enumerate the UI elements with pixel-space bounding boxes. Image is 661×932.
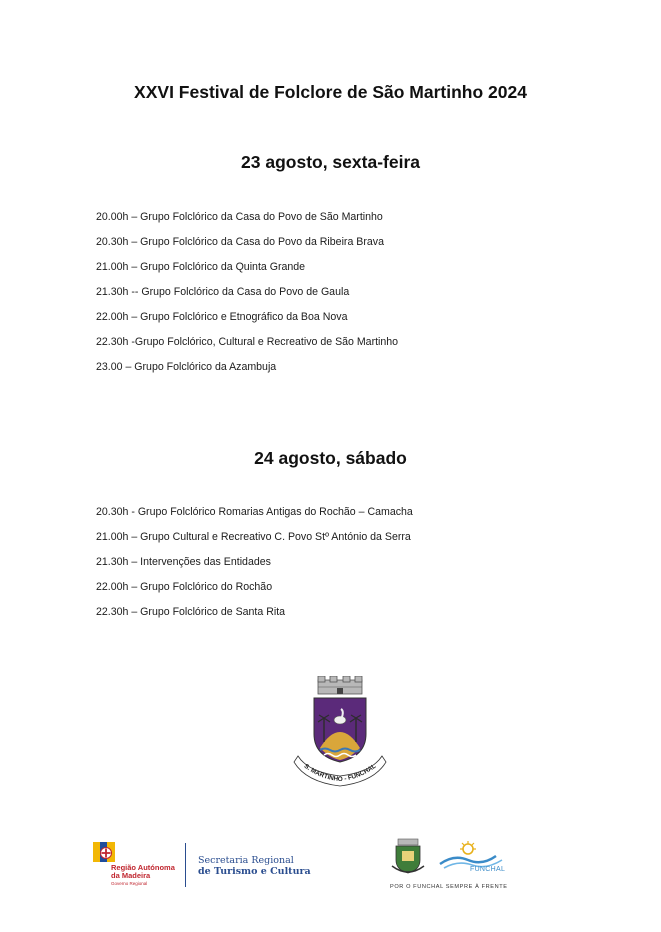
madeira-line-2: da Madeira (111, 871, 151, 880)
sao-martinho-crest-icon (290, 676, 390, 788)
day-heading-2: 24 agosto, sábado (254, 448, 407, 468)
schedule-item: 20.30h – Grupo Folclórico da Casa do Povo da Ribeira Brava (96, 236, 384, 248)
funchal-crest-icon (390, 838, 426, 876)
schedule-item: 22.00h – Grupo Folclórico e Etnográfico da Boa Nova (96, 311, 348, 323)
schedule-item: 21.30h – Intervenções das Entidades (96, 556, 271, 568)
page-title: XXVI Festival de Folclore de São Martinho 2024 (134, 82, 527, 102)
schedule-item: 22.30h -Grupo Folclórico, Cultural e Recreativo de São Martinho (96, 336, 399, 348)
footer-right (388, 838, 518, 894)
schedule-item: 21.30h -- Grupo Folclórico da Casa do Povo de Gaula (96, 286, 350, 298)
footer-left (93, 840, 323, 892)
schedule-item: 21.00h – Grupo Folclórico da Quinta Grande (96, 261, 306, 273)
schedule-day-2 (96, 505, 413, 630)
footer-divider (185, 843, 186, 887)
schedule-item: 21.00h – Grupo Cultural e Recreativo C. Povo Stº António da Serra (96, 531, 411, 543)
schedule-item: 22.30h – Grupo Folclórico de Santa Rita (96, 606, 286, 618)
funchal-slogan: POR O FUNCHAL SEMPRE À FRENTE (390, 884, 508, 890)
schedule-day-1 (96, 210, 398, 385)
funchal-name: FUNCHAL (470, 866, 506, 873)
secretaria-line-1: Secretaria Regional (198, 855, 294, 866)
secretaria-logo (198, 855, 311, 877)
schedule-item: 20.00h – Grupo Folclórico da Casa do Povo de São Martinho (96, 211, 383, 223)
madeira-sub: Governo Regional (111, 881, 148, 886)
madeira-line-1: Região Autónoma (111, 863, 175, 872)
day-heading-1: 23 agosto, sexta-feira (241, 152, 420, 172)
crest-ribbon-text: S. MARTINHO - FUNCHAL (302, 762, 378, 784)
secretaria-line-2: de Turismo e Cultura (198, 866, 311, 877)
schedule-item: 22.00h – Grupo Folclórico do Rochão (96, 581, 273, 593)
madeira-region-name (111, 864, 175, 880)
schedule-item: 23.00 – Grupo Folclórico da Azambuja (96, 361, 277, 373)
schedule-item: 20.30h - Grupo Folclórico Romarias Antigas do Rochão – Camacha (96, 506, 413, 518)
